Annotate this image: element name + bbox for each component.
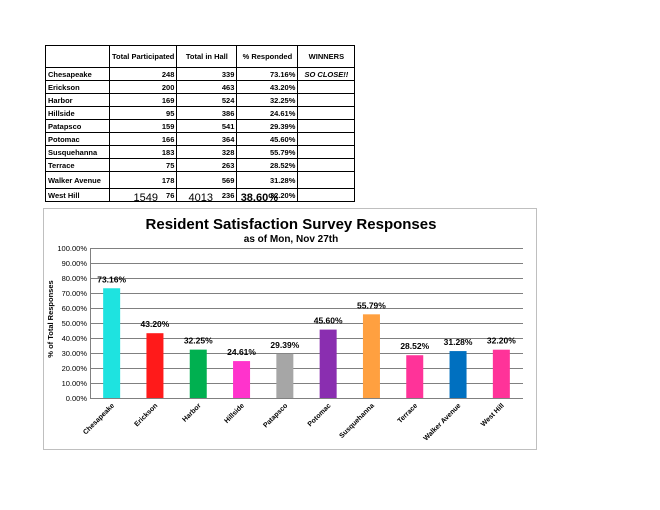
y-tick-label: 20.00%: [61, 364, 87, 373]
y-tick-label: 10.00%: [61, 379, 87, 388]
x-tick-label: Harbor: [181, 402, 203, 424]
bar: [493, 350, 510, 398]
cell-pct: 55.79%: [237, 146, 298, 159]
bar: [450, 351, 467, 398]
bar: [233, 361, 250, 398]
cell-hall: Hillside: [46, 107, 110, 120]
table-row: [46, 81, 355, 94]
cell-hall: Terrace: [46, 159, 110, 172]
data-label: 43.20%: [140, 319, 170, 330]
y-tick-label: 70.00%: [61, 289, 87, 298]
bar: [103, 288, 120, 398]
chart-title: Resident Satisfaction Survey Responses: [145, 216, 437, 233]
table-row: [46, 159, 355, 172]
cell-in-hall: 364: [177, 133, 237, 146]
cell-hall: Walker Avenue: [46, 172, 110, 189]
bar: [146, 333, 163, 398]
cell-pct: 24.61%: [237, 107, 298, 120]
cell-participated: 183: [110, 146, 177, 159]
table-row: [46, 146, 355, 159]
cell-participated: 200: [110, 81, 177, 94]
cell-winner: [298, 120, 355, 133]
cell-pct: 45.60%: [237, 133, 298, 146]
total-pct-responded: 38.60%: [240, 192, 278, 204]
y-tick-label: 50.00%: [61, 319, 87, 328]
cell-pct: 73.16%: [237, 68, 298, 81]
chart-area: [43, 208, 537, 450]
cell-winner: [298, 159, 355, 172]
x-tick-label: West Hill: [479, 402, 506, 429]
cell-participated: 166: [110, 133, 177, 146]
cell-hall: Erickson: [46, 81, 110, 94]
chart-subtitle: as of Mon, Nov 27th: [243, 234, 339, 245]
cell-participated: 178: [110, 172, 177, 189]
cell-in-hall: 386: [177, 107, 237, 120]
x-tick-label: Walker Avenue: [422, 402, 463, 443]
cell-hall: Patapsco: [46, 120, 110, 133]
cell-participated: 159: [110, 120, 177, 133]
cell-hall: Potomac: [46, 133, 110, 146]
y-tick-label: 100.00%: [57, 244, 87, 253]
cell-pct: 32.25%: [237, 94, 298, 107]
table-header-row: [46, 46, 355, 68]
cell-hall: Susquehanna: [46, 146, 110, 159]
cell-participated: 169: [110, 94, 177, 107]
x-tick-label: Terrace: [396, 402, 420, 425]
table-row: [46, 172, 355, 189]
total-participated: 1549: [133, 192, 158, 204]
header-total-participated: Total Participated: [110, 46, 177, 68]
data-label: 32.25%: [183, 335, 213, 346]
bar: [190, 350, 207, 398]
y-tick-label: 80.00%: [61, 274, 87, 283]
data-label: 45.60%: [313, 315, 343, 326]
header-total-in-hall: Total in Hall: [177, 46, 237, 68]
x-tick-label: Chesapeake: [82, 402, 117, 437]
cell-hall: West Hill: [46, 189, 110, 202]
cell-in-hall: 236: [177, 189, 237, 202]
x-tick-label: Patapsco: [262, 402, 290, 430]
bar: [363, 314, 380, 398]
response-table: [45, 45, 355, 202]
cell-participated: 248: [110, 68, 177, 81]
y-tick-label: 30.00%: [61, 349, 87, 358]
cell-hall: Chesapeake: [46, 68, 110, 81]
cell-pct: 28.52%: [237, 159, 298, 172]
table-row: [46, 133, 355, 146]
x-tick-label: Hillside: [223, 402, 246, 426]
data-label: 55.79%: [357, 300, 386, 311]
y-tick-label: 40.00%: [61, 334, 87, 343]
cell-in-hall: 463: [177, 81, 237, 94]
y-tick-label: 90.00%: [61, 259, 87, 268]
cell-winner: [298, 146, 355, 159]
data-label: 32.20%: [486, 335, 516, 346]
bar: [320, 330, 337, 398]
table-row: [46, 94, 355, 107]
cell-participated: 75: [110, 159, 177, 172]
bar-chart: [44, 209, 538, 451]
data-label: 24.61%: [227, 347, 256, 358]
header-winners: WINNERS: [298, 46, 355, 68]
cell-winner: [298, 107, 355, 120]
cell-pct: 32.20%: [237, 189, 298, 202]
cell-winner: [298, 172, 355, 189]
cell-participated: 95: [110, 107, 177, 120]
cell-winner: [298, 133, 355, 146]
cell-winner: [298, 189, 355, 202]
data-label: 31.28%: [443, 337, 473, 348]
cell-in-hall: 339: [177, 68, 237, 81]
cell-winner: SO CLOSE!!: [298, 68, 355, 81]
y-tick-label: 0.00%: [65, 394, 87, 403]
x-tick-label: Erickson: [133, 402, 160, 429]
y-tick-label: 60.00%: [61, 304, 87, 313]
y-axis-label: % of Total Responses: [46, 280, 55, 358]
cell-in-hall: 263: [177, 159, 237, 172]
bar: [406, 355, 423, 398]
cell-winner: [298, 94, 355, 107]
cell-pct: 31.28%: [237, 172, 298, 189]
data-label: 73.16%: [97, 274, 127, 285]
total-in-hall: 4013: [188, 192, 213, 204]
x-tick-label: Potomac: [306, 402, 333, 429]
header-hall: [46, 46, 110, 68]
table-row: [46, 120, 355, 133]
cell-pct: 29.39%: [237, 120, 298, 133]
cell-in-hall: 328: [177, 146, 237, 159]
table-row: [46, 68, 355, 81]
table-row: [46, 107, 355, 120]
data-label: 29.39%: [270, 339, 300, 350]
bar: [276, 354, 293, 398]
cell-hall: Harbor: [46, 94, 110, 107]
cell-pct: 43.20%: [237, 81, 298, 94]
cell-in-hall: 569: [177, 172, 237, 189]
x-tick-label: Susquehanna: [338, 402, 376, 440]
cell-in-hall: 524: [177, 94, 237, 107]
header-pct-responded: % Responded: [237, 46, 298, 68]
cell-in-hall: 541: [177, 120, 237, 133]
cell-winner: [298, 81, 355, 94]
data-label: 28.52%: [400, 341, 430, 352]
cell-participated: 76: [110, 189, 177, 202]
